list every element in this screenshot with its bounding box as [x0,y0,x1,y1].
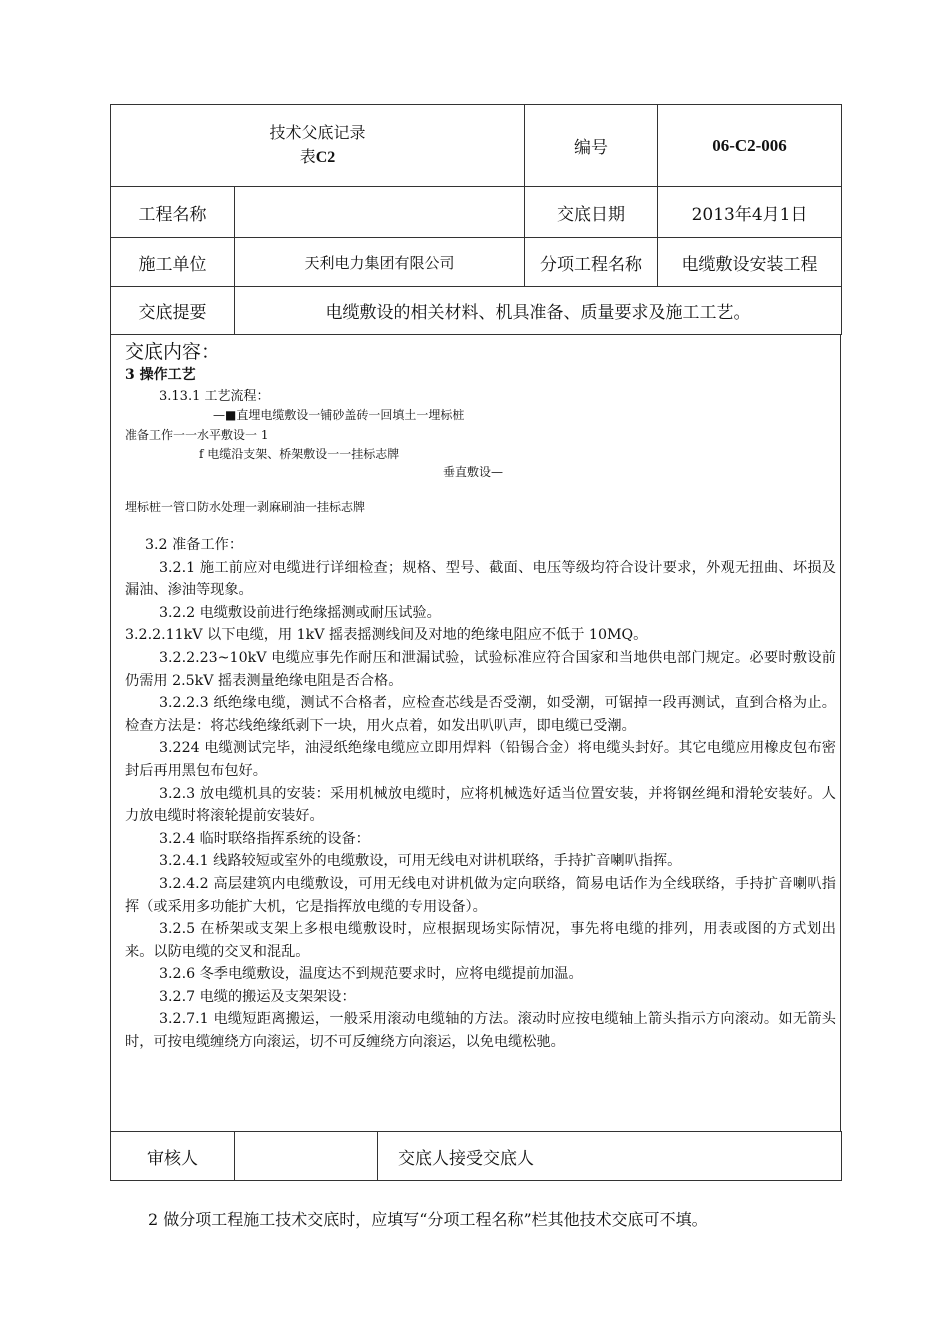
process-flow [125,384,836,534]
summary-label: 交底提要 [111,287,235,335]
number-label: 编号 [525,105,658,187]
unit-value: 天利电力集团有限公司 [235,238,525,287]
section-title: 3 操作工艺 [125,367,196,383]
subproject-value: 电缆敷设安装工程 [658,238,842,287]
paragraph: 3.2.1 施工前应对电缆进行详细检查；规格、型号、截面、电压等级均符合设计要求，外观无扭曲、坏损及漏油、渗油等现象。 [125,559,836,599]
flow-line-3: f 电缆沿支架、桥架敷设一一挂标志牌 [199,447,400,461]
paragraph-list [125,534,836,1054]
paragraph: 3.2.2 电缆敷设前进行绝缘摇测或耐压试验。 [159,604,441,621]
paragraph: 3.2.4 临时联络指挥系统的设备： [159,830,370,847]
number-value: 06-C2-006 [658,105,842,187]
paragraph: 3.2.2.11kV 以下电缆，用 1kV 摇表摇测线间及对地的绝缘电阻应不低于 10MQ。 [125,627,648,644]
form-title-cell [111,105,525,187]
paragraph: 3.2.6 冬季电缆敷设，温度达不到规范要求时，应将电缆提前加温。 [159,966,583,983]
flow-line-2: 准备工作一一水平敷设一 1 [125,428,269,442]
paragraph: 3.2.2.3 纸绝缘电缆，测试不合格者，应检查芯线是否受潮，如受潮，可锯掉一段再测试，直到合格为止。检查方法是：将芯线绝缘纸剥下一块，用火点着，如发出叭叭声，即电缆已受潮。 [125,695,836,734]
paragraph: 3.224 电缆测试完毕，油浸纸绝缘电缆应立即用焊料（铅锡合金）将电缆头封好。其它电缆应用橡皮包布密封后再用黑包布包好。 [125,740,836,779]
paragraph: 3.2.5 在桥架或支架上多根电缆敷设时，应根据现场实际情况，事先将电缆的排列，用表或图的方式划出来。以防电缆的交叉和混乱。 [125,921,836,960]
flow-line-4: 垂直敷设— [443,465,504,479]
form-title: 技术父底记录 [269,123,366,142]
form-table-prefix: 表 [299,147,316,166]
footnote: 2 做分项工程施工技术交底时，应填写“分项工程名称”栏其他技术交底可不填。 [148,1210,708,1229]
signature-table [110,1131,842,1181]
content-heading: 交底内容： [125,341,221,363]
date-label: 交底日期 [525,187,658,238]
flow-line-1: —■直埋电缆敷设一铺砂盖砖一回填土一埋标桩 [213,408,465,422]
date-value: 2013年4月1日 [658,187,842,238]
paragraph: 3.2.3 放电缆机具的安装：采用机械放电缆时，应将机械选好适当位置安装，并将钢丝绳和滑轮安装好。人力放电缆时将滚轮提前安装好。 [125,785,836,825]
paragraph: 3.2 准备工作： [145,537,244,553]
flow-title: 3.13.1 工艺流程： [159,389,270,404]
unit-label: 施工单位 [111,238,235,287]
flow-line-5: 埋标桩一管口防水处理一剥麻刷油一挂标志牌 [125,500,366,514]
reviewer-value [235,1132,378,1181]
paragraph: 3.2.4.1 线路较短或室外的电缆敷设，可用无线电对讲机联络，手持扩音喇叭指挥。 [159,853,682,870]
form-header-table [110,104,842,335]
paragraph: 3.2.4.2 高层建筑内电缆敷设，可用无线电对讲机做为定向联络，简易电话作为全线联络，手持扩音喇叭指挥（或采用多功能扩大机，它是指挥放电缆的专用设备）。 [125,875,836,915]
paragraph: 3.2.7 电缆的搬运及支架架设： [159,988,356,1005]
paragraph: 3.2.7.1 电缆短距离搬运，一般采用滚动电缆轴的方法。滚动时应按电缆轴上箭头指示方向滚动。如无箭头时，可按电缆缠绕方向滚运，切不可反缠绕方向滚运，以免电缆松驰。 [125,1011,836,1051]
paragraph: 3.2.2.23~10kV 电缆应事先作耐压和泄漏试验，试验标准应符合国家和当地供电部门规定。必要时敷设前仍需用 2.5kV 摇表测量绝缘电阻是否合格。 [125,649,836,689]
handover-label: 交底人接受交底人 [378,1132,842,1181]
disclosure-content [110,335,841,1131]
technical-disclosure-form [110,104,840,1181]
summary-value: 电缆敷设的相关材料、机具准备、质量要求及施工工艺。 [235,287,842,335]
form-table-code: C2 [315,149,336,166]
project-name-label: 工程名称 [111,187,235,238]
project-name-value [235,187,525,238]
subproject-label: 分项工程名称 [525,238,658,287]
reviewer-label: 审核人 [111,1132,235,1181]
